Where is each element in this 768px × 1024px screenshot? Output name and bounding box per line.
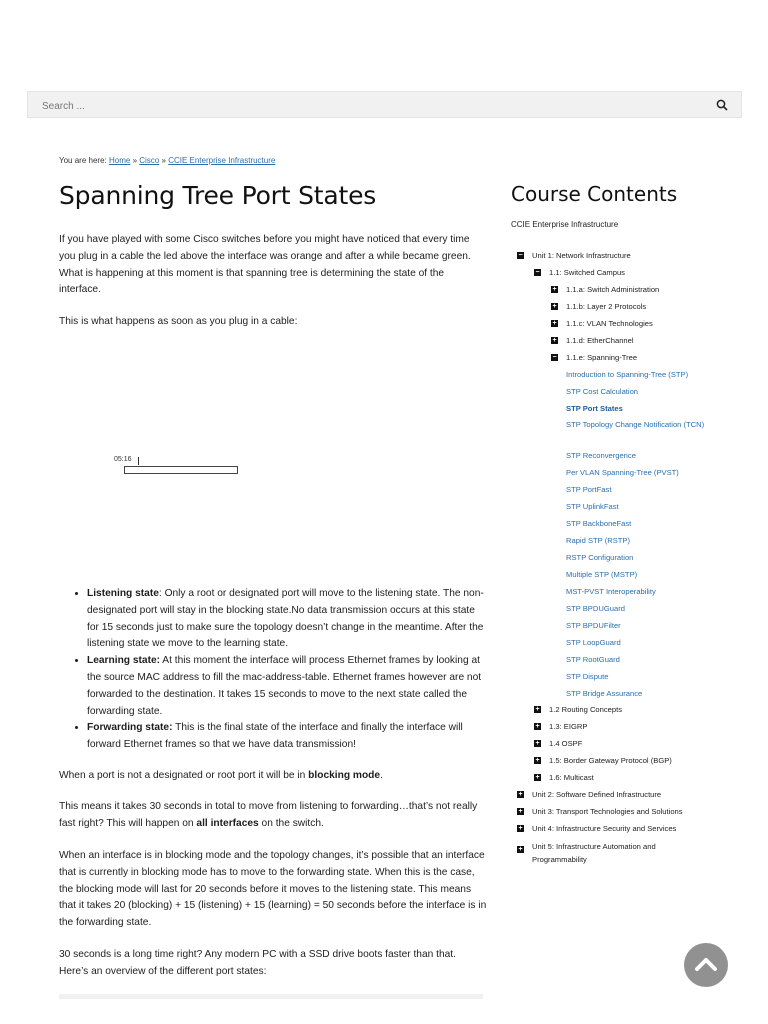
breadcrumb-prefix: You are here:: [59, 156, 107, 165]
list-item: • Listening state: Only a root or designated port will move to the listening state. The non-designated port will stay in the blocking state.No data transmission occurs at this state for 15 seconds just to make sure the topology doesn’t change in the meantime. After the listening state we move to the learning state.: [87, 586, 487, 653]
search-icon[interactable]: [716, 99, 728, 111]
lesson-link[interactable]: STP Bridge Assurance: [566, 689, 643, 698]
lesson-link[interactable]: STP Topology Change Notification (TCN): [566, 420, 705, 429]
course-name[interactable]: CCIE Enterprise Infrastructure: [511, 220, 619, 229]
port-states-table: [59, 994, 483, 999]
lesson-link[interactable]: MST-PVST Interoperability: [566, 587, 656, 596]
expand-icon[interactable]: +: [552, 286, 557, 293]
collapse-icon[interactable]: −: [552, 354, 557, 361]
breadcrumb-home-link[interactable]: Home: [108, 156, 131, 165]
lesson-link[interactable]: STP PortFast: [566, 485, 612, 494]
state-description: Only a root or designated port will move to the listening state. The non-designated port will stay in the blocking state.No data transmission occurs at this state for 15 seconds just to make sure the topology doesn’t change in the meantime. After the listening state we move to the learning state.: [87, 588, 484, 650]
expand-icon[interactable]: +: [552, 337, 557, 344]
sidebar-title: Course Contents: [511, 182, 678, 206]
collapse-icon[interactable]: −: [535, 269, 540, 276]
expand-icon[interactable]: +: [535, 740, 540, 747]
lesson-link[interactable]: STP BPDUFilter: [566, 621, 621, 630]
expand-icon[interactable]: +: [535, 757, 540, 764]
breadcrumb-cisco-link[interactable]: Cisco: [139, 156, 160, 165]
state-term: Forwarding state:: [87, 722, 173, 734]
lesson-link[interactable]: STP LoopGuard: [566, 638, 621, 647]
list-item: [87, 720, 487, 754]
blocking-paragraph: When a port is not a designated or root port it will be in blocking mode.: [59, 770, 383, 781]
lesson-link[interactable]: Multiple STP (MSTP): [566, 570, 638, 579]
lesson-link-current[interactable]: STP Port States: [566, 404, 623, 413]
expand-icon[interactable]: +: [535, 706, 540, 713]
port-states-list: [59, 586, 487, 754]
search-input[interactable]: [40, 96, 684, 116]
expand-icon[interactable]: +: [552, 320, 557, 327]
expand-icon[interactable]: +: [552, 303, 557, 310]
timeline-bar[interactable]: [124, 466, 238, 474]
lesson-link[interactable]: Per VLAN Spanning-Tree (PVST): [566, 468, 679, 477]
lesson-link[interactable]: STP Dispute: [566, 672, 609, 681]
state-term: Listening state: [87, 588, 159, 599]
animation-player[interactable]: [112, 456, 242, 480]
search-bar: [27, 91, 742, 118]
expand-icon[interactable]: +: [518, 808, 523, 815]
breadcrumb-separator: »: [132, 156, 138, 165]
plug-in-paragraph: This is what happens as soon as you plug in a cable:: [59, 316, 298, 327]
lesson-link[interactable]: STP RootGuard: [566, 655, 620, 664]
tree-unit-5[interactable]: + Unit 5: Infrastructure Automation and Programmability: [518, 842, 656, 864]
breadcrumb: [59, 156, 275, 165]
lesson-link[interactable]: STP UplinkFast: [566, 502, 619, 511]
expand-icon[interactable]: +: [518, 846, 523, 853]
lesson-link[interactable]: STP BackboneFast: [566, 519, 632, 528]
lesson-link[interactable]: Introduction to Spanning-Tree (STP): [566, 370, 689, 379]
lesson-link[interactable]: RSTP Configuration: [566, 553, 634, 562]
topology-change-paragraph: When an interface is in blocking mode and the topology changes, it’s possible that an interface that is currently in blocking mode has to move to the forwarding state. When this is the case, the blocking mode will last for 20 seconds before it moves to the listening state. This means that it takes 20 (blocking) + 15 (listening) + 15 (learning) = 50 seconds before the interface is in the forwarding state.: [59, 850, 487, 929]
collapse-icon[interactable]: −: [518, 252, 523, 259]
breadcrumb-ccie-link[interactable]: CCIE Enterprise Infrastructure: [168, 156, 276, 165]
scroll-to-top-button[interactable]: [684, 943, 728, 987]
page-title: Spanning Tree Port States: [59, 181, 377, 210]
breadcrumb-separator: »: [161, 156, 166, 165]
lesson-link[interactable]: STP Cost Calculation: [566, 387, 639, 396]
sidebar: Course Contents CCIE Enterprise Infrastructure − Unit 1: Network Infrastructure − 1.1: Switched Campus + 1.1.a: Switch Administration + 1.1.b: Layer 2 Protocols + 1.1.c: VLAN Technologies + 1.1.d: EtherChannel − 1.1.e: Spanning-Tree Introduction to Spanning-Tree (STP) STP Cost Calculation STP Port States STP Topology Change Notification (TCN) STP Reconvergence Per VLAN Spanning-Tree (PVST) STP PortFast STP UplinkFast STP BackboneFast Rapid STP (RSTP) RSTP Configuration Multiple STP (MSTP) MST-PVST Interoperability STP BPDUGuard STP BPDUFilter STP LoopGuard STP RootGuard STP Dispute STP Bridge Assurance + 1.2 Routing Concepts + 1.3: EIGRP + 1.4 OSPF + 1.5: Border Gateway Protocol (BGP) + 1.6: Multicast + Unit 2: Software Defined Infrastructure + Unit 3: Transport Technologies and Solutions + Unit 4: Infrastructure Security and Services + Unit 5: Infrastructure Automation and Programmability: [511, 180, 741, 208]
lesson-link[interactable]: STP BPDUGuard: [566, 604, 625, 613]
animation-timestamp: 05:16: [114, 456, 132, 463]
state-term: Learning state:: [87, 655, 161, 667]
state-description: At this moment the interface will process Ethernet frames by looking at the source MAC address to fill the mac-address-table. Ethernet frames however are not forwarded to the destination. It takes 15 seconds to move to the next state called the forwarding state.: [87, 655, 482, 717]
intro-paragraph: If you have played with some Cisco switches before you might have noticed that every time you plug in a cable the led above the interface was orange and after a while became green. What is happening at this moment is that spanning tree is determining the state of the interface.: [59, 234, 471, 296]
lesson-link[interactable]: STP Reconvergence: [566, 451, 636, 460]
seconds-paragraph: This means it takes 30 seconds in total to move from listening to forwarding…that’s not really fast right? This will happen on all interfaces on the switch.: [59, 801, 478, 829]
state-description: This is the final state of the interface and finally the interface will forward Ethernet frames so that we have data transmission!: [87, 722, 463, 751]
article: [59, 180, 487, 977]
timeline-marker: [138, 457, 139, 465]
overview-paragraph: 30 seconds is a long time right? Any modern PC with a SSD drive boots faster than that. Here’s an overview of the different port states:: [59, 949, 456, 977]
chevron-up-icon: [684, 943, 728, 987]
expand-icon[interactable]: +: [518, 791, 523, 798]
list-item: [87, 653, 487, 720]
expand-icon[interactable]: +: [518, 825, 523, 832]
expand-icon[interactable]: +: [535, 774, 540, 781]
lesson-link[interactable]: Rapid STP (RSTP): [566, 536, 631, 545]
expand-icon[interactable]: +: [535, 723, 540, 730]
